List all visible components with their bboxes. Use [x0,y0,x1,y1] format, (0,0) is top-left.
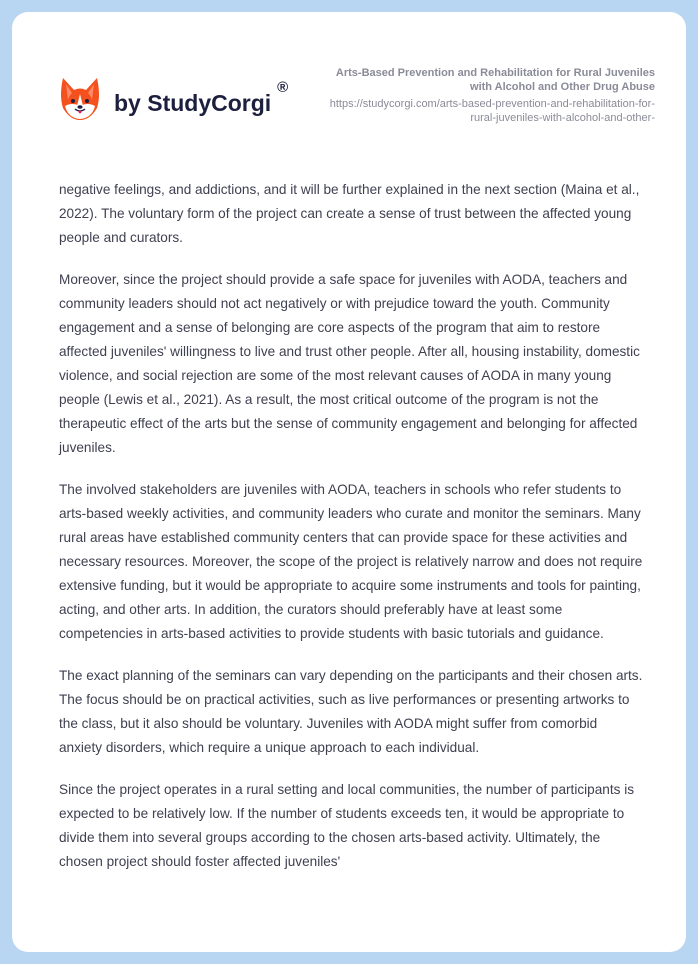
paragraph: Since the project operates in a rural setting and local communities, the number of participants is expected to be relatively low. If the number of students exceeds ten, it would be appropriate to divide them into several groups according to the chosen arts-based activity. Ultimately, the chosen project should foster affected juveniles' [59,782,635,869]
paragraph: The exact planning of the seminars can vary depending on the participants and their chosen arts. The focus should be on practical activities, such as live performances or presenting artworks to the class, but it also should be voluntary. Juveniles with AODA might suffer from comorbid anxiety disorders, which require a unique approach to each individual. [59,668,643,755]
registered-mark: ® [277,78,289,96]
studycorgi-logo[interactable] [60,76,289,122]
paragraph: The involved stakeholders are juveniles with AODA, teachers in schools who refer students to arts-based weekly activities, and community leaders who curate and monitor the seminars. Many rural areas have established community centers that can provide space for these activities and necessary resources. Moreover, the scope of the project is relatively narrow and does not require extensive funding, but it would be appropriate to acquire some instruments and tools for painting, acting, and other arts. In addition, the curators should preferably have at least some competencies in arts-based activities to provide students with basic tutorials and guidance. [59,482,643,641]
document-url[interactable]: https://studycorgi.com/arts-based-prevention-and-rehabilitation-for-rural-juveniles-with-alcohol-and-other- [329,98,655,124]
brand-name: by StudyCorgi [114,89,272,116]
paragraph: negative feelings, and addictions, and it will be further explained in the next section (Maina et al., 2022). The voluntary form of the project can create a sense of trust between the affected young people and curators. [59,182,640,245]
document-body [59,178,644,892]
document-title: Arts-Based Prevention and Rehabilitation for Rural Juveniles with Alcohol and Other Drug Abuse [335,67,655,93]
page-header [12,12,686,152]
corgi-icon [60,76,100,122]
document-page [12,12,686,952]
document-meta [315,66,655,125]
paragraph: Moreover, since the project should provide a safe space for juveniles with AODA, teachers and community leaders should not act negatively or with prejudice toward the youth. Community engagement and a sense of belonging are core aspects of the program that aim to restore affected juveniles' willingness to live and trust other people. After all, housing instability, domestic violence, and social rejection are some of the most relevant causes of AODA in many young people (Lewis et al., 2021). As a result, the most critical outcome of the program is not the therapeutic effect of the arts but the sense of community engagement and belonging for affected juveniles. [59,272,640,455]
